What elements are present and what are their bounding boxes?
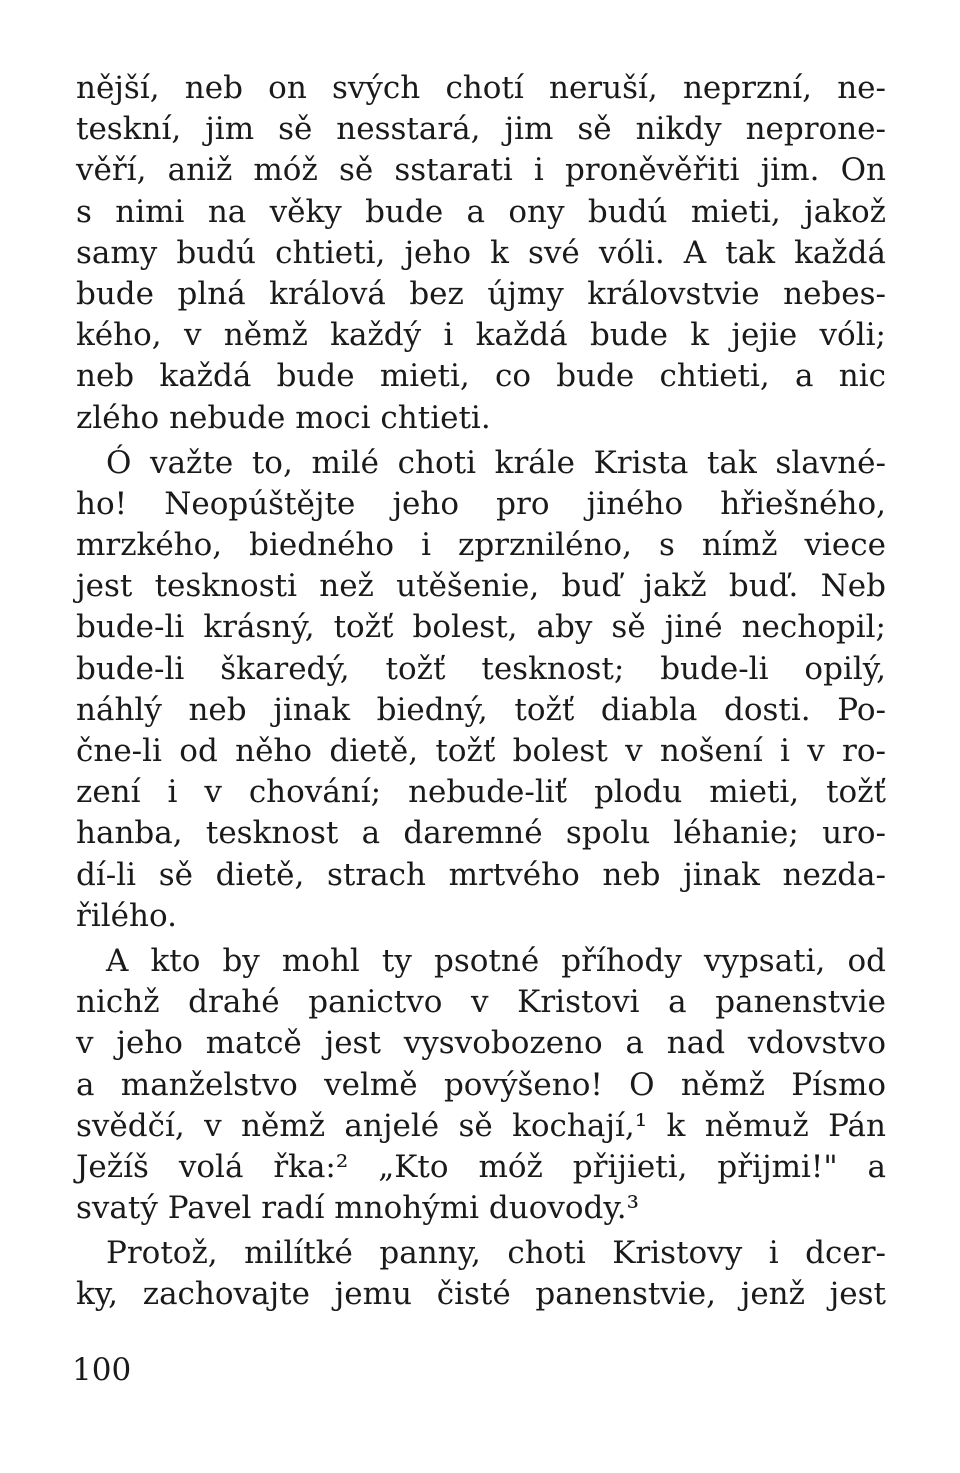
- text-line: zení i v chování; nebude-liť plodu mieti, tožť: [76, 774, 886, 811]
- page-number: 100: [72, 1352, 132, 1388]
- paragraph-3: [76, 941, 886, 1229]
- text-line: A kto by mohl ty psotné příhody vypsati, od: [106, 942, 886, 979]
- text-line: Ó važte to, milé choti krále Krista tak slavné-: [106, 444, 886, 481]
- body-text: [76, 68, 886, 1316]
- text-line: v jeho matcě jest vysvobozeno a nad vdovstvo: [76, 1025, 886, 1062]
- text-line: zlého nebude moci chtieti.: [76, 399, 491, 436]
- text-line: Protož, milítké panny, choti Kristovy i dcer-: [106, 1235, 886, 1272]
- text-line: ky, zachovajte jemu čisté panenstvie, jenž jest: [76, 1276, 886, 1313]
- text-line: náhlý neb jinak biedný, tožť diabla dosti. Po-: [76, 691, 886, 728]
- text-line: kého, v němž každý i každá bude k jejie vóli;: [76, 317, 886, 354]
- text-line: hanba, tesknost a daremné spolu léhanie; uro-: [76, 815, 886, 852]
- text-line: nější, neb on svých chotí neruší, neprzní, ne-: [76, 70, 886, 106]
- text-line: neb každá bude mieti, co bude chtieti, a nic: [76, 358, 886, 395]
- text-line: teskní, jim sě nesstará, jim sě nikdy neprone-: [76, 111, 886, 148]
- text-line: ho! Neopúštějte jeho pro jiného hřiešného,: [76, 485, 886, 522]
- text-line: samy budú chtieti, jeho k své vóli. A tak každá: [76, 234, 886, 271]
- text-line: svatý Pavel radí mnohými duovody.³: [76, 1190, 640, 1227]
- text-line: bude-li krásný, tožť bolest, aby sě jiné nechopil;: [76, 609, 886, 646]
- text-line: bude plná králová bez újmy královstvie nebes-: [76, 275, 886, 312]
- paragraph-1: [76, 68, 886, 439]
- text-line: mrzkého, biedného i zprzniléno, s nímž viece: [76, 527, 886, 564]
- text-line: svědčí, v němž anjelé sě kochají,¹ k němuž Pán: [76, 1107, 886, 1144]
- text-line: jest tesknosti než utěšenie, buď jakž buď. Neb: [76, 568, 886, 605]
- text-line: s nimi na věky bude a ony budú mieti, jakož: [76, 193, 886, 230]
- text-line: bude-li škaredý, tožť tesknost; bude-li opilý,: [76, 650, 886, 687]
- text-line: a manželstvo velmě povýšeno! O němž Písmo: [76, 1066, 886, 1103]
- text-line: čne-li od něho dietě, tožť bolest v nošení i v ro-: [76, 733, 886, 769]
- text-line: nichž drahé panictvo v Kristovi a panenstvie: [76, 984, 886, 1021]
- paragraph-4: [76, 1233, 886, 1315]
- text-line: dí-li sě dietě, strach mrtvého neb jinak nezda-: [76, 856, 886, 893]
- paragraph-2: [76, 443, 886, 937]
- text-line: Ježíš volá řka:² „Kto móž přijieti, přijmi!" a: [76, 1148, 886, 1185]
- text-line: řilého.: [76, 897, 177, 934]
- text-line: věří, aniž móž sě sstarati i proněvěřiti jim. On: [76, 152, 886, 189]
